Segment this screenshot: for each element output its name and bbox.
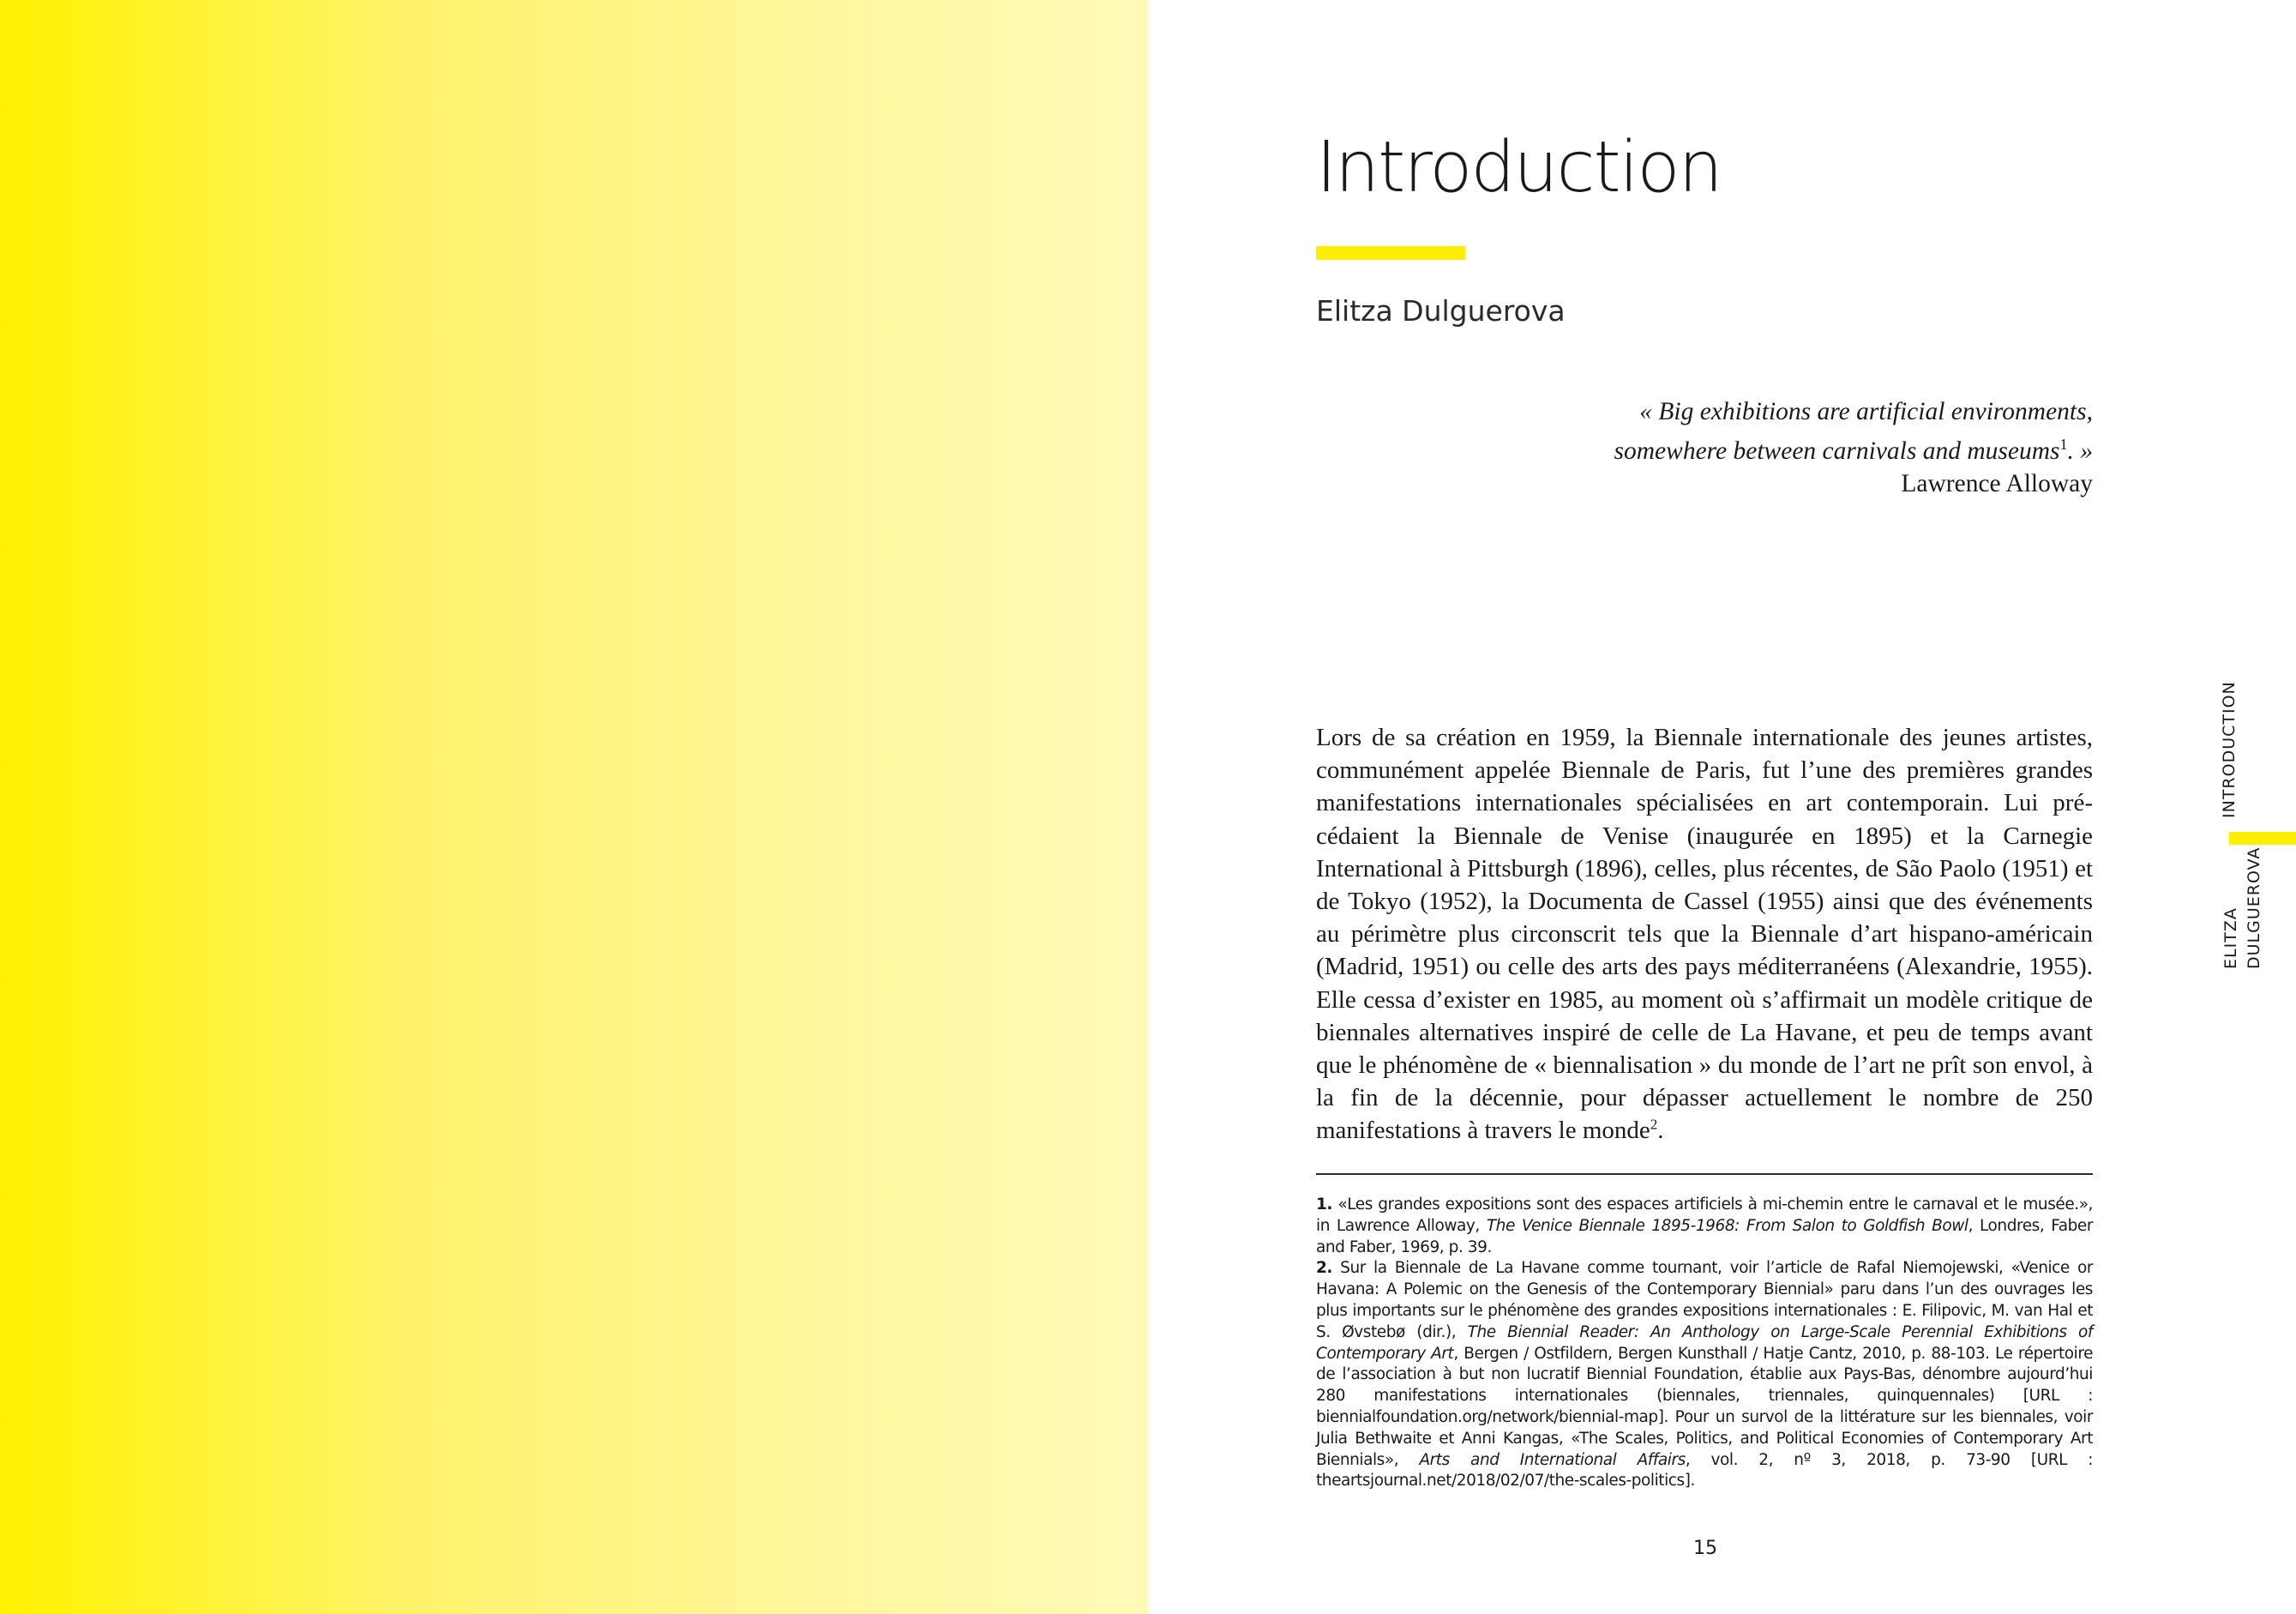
footnote-separator: [1316, 1173, 2093, 1175]
author-name: Elitza Dulguerova: [1316, 294, 1566, 328]
body-paragraph: [1316, 721, 2093, 1147]
footnotes: [1316, 1195, 2093, 1492]
footnote-2-journal-title: Arts and International Affairs: [1419, 1450, 1686, 1469]
footnote-1-text-a: «Les grandes expositions sont des espaces artificiels à mi-chemin entre le carnaval et le musée.», in Lawrence Alloway,: [1316, 1195, 2093, 1235]
footnote-2-book-title: The Biennial Reader: An Anthology on Large-Scale Perennial Exhibitions of Contemporary Art: [1316, 1322, 2093, 1363]
page-number: 15: [1693, 1538, 1717, 1559]
footnote-1-book-title: The Venice Biennale 1895-1968: From Salon to Goldfish Bowl: [1486, 1216, 1968, 1235]
footnote-2-text-b: , Bergen / Ostfildern, Bergen Kunsthall / Hatje Cantz, 2010, p. 88-103. Le répertoire de l’association à but non lucratif Biennial Foundation, établie aux Pays-Bas, dénombre aujourd’hui 280 manifestations internationales (biennales, triennales, quinquennales) [URL : biennialfoundation.org/network/biennial-map]. Pour un survol de la littérature sur les biennales, voir Julia Bethwaite et Anni Kangas, «The Scales, Politics, and Political Economies of Contemporary Art Biennials»,: [1316, 1344, 2093, 1469]
footnote-2-text-a: Sur la Biennale de La Havane comme tournant, voir l’article de Rafal Niemojewski, «Venice or Havana: A Polemic on the Genesis of the Contemporary Biennial» paru dans l’un des ouvrages les plus importants sur le phénomène des grandes expositions internationales : E. Filipovic, M. van Hal et S. Øvstebø (dir.),: [1316, 1259, 2093, 1341]
footnote-2-text-c: , vol. 2, nº 3, 2018, p. 73-90 [URL : theartsjournal.net/2018/02/07/the-scales-politics].: [1316, 1450, 2094, 1491]
title-underline-bar: [1316, 246, 1465, 260]
body-paragraph-end: .: [1657, 1117, 1664, 1145]
footnote-2: [1316, 1258, 2093, 1492]
body-paragraph-text: Lors de sa création en 1959, la Biennale internationale des jeunes artistes, communément appelée Biennale de Paris, fut l’une des premières grandes manifestations internationales spécialisées en art contemporain. Lui précédaient la Biennale de Venise (inaugurée en 1895) et la Carnegie International à Pittsburgh (1896), celles, plus récentes, de São Paolo (1951) et de Tokyo (1952), la Documenta de Cassel (1955) ainsi que des événements au périmètre plus circonscrit tels que la Biennale d’art hispano-américain (Madrid, 1951) ou celle des arts des pays méditerranéens (Alexandrie, 1955). Elle cessa d’exister en 1985, au moment où s’affirmait un modèle critique de biennales alternatives inspiré de celle de La Havane, et peu de temps avant que le phénomène de « biennalisation » du monde de l’art ne prît son envol, à la fin de la décennie, pour dépasser actuellement le nombre de 250 manifestations à travers le monde: [1316, 724, 2093, 1145]
epigraph-source: Lawrence Alloway: [1901, 469, 2093, 497]
side-tab-author-line-1: ELITZA: [2221, 907, 2240, 969]
side-tab-author-line-2: DULGUEROVA: [2245, 846, 2263, 969]
footnote-1-number: 1.: [1316, 1195, 1333, 1214]
footnote-2-number: 2.: [1316, 1259, 1333, 1278]
footnote-1-text-b: , Londres, Faber and Faber, 1969, p. 39.: [1316, 1216, 2093, 1256]
footnote-ref-2[interactable]: 2: [1650, 1116, 1658, 1133]
page-title: Introduction: [1316, 127, 1722, 208]
epigraph-line-2-text: somewhere between carnivals and museums: [1614, 437, 2060, 465]
epigraph-line-1: « Big exhibitions are artificial environments,: [1639, 398, 2093, 425]
side-tab-author-label: [2220, 847, 2266, 969]
epigraph: [1493, 395, 2093, 500]
footnote-ref-1[interactable]: 1: [2059, 436, 2068, 453]
footnote-1: [1316, 1195, 2093, 1258]
side-tab-marker: [2229, 832, 2296, 845]
epigraph-line-2: [1493, 428, 2093, 467]
side-tab-section-label: INTRODUCTION: [2220, 681, 2239, 818]
epigraph-line-2-end: . »: [2067, 437, 2093, 465]
